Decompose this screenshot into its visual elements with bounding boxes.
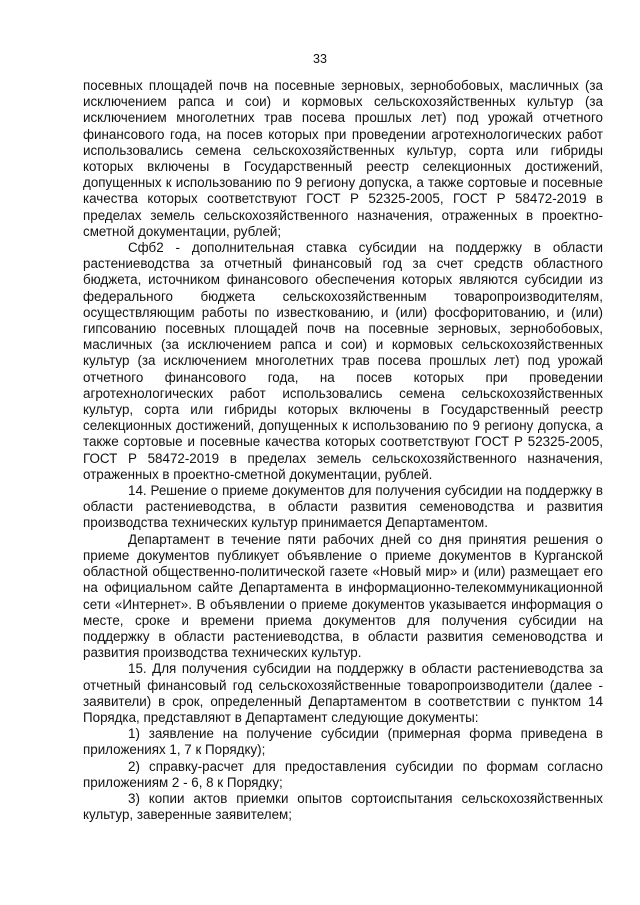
paragraph: Департамент в течение пяти рабочих дней со дня принятия решения о приеме документов публикует объявление о приеме документов в Курганской областной общественно-политической газете «Новый мир» и (или) размещает его на официальном сайте Департамента в информационно-телекоммуникационной сети «Интернет». В объявлении о приеме документов указывается информация о месте, сроке и времени приема документов для получения субсидии на поддержку в области растениеводства, в области развития семеноводства и развития производства технических культур.	[83, 531, 603, 661]
paragraph: посевных площадей почв на посевные зерновых, зернобобовых, масличных (за исключением рапса и сои) и кормовых сельскохозяйственных культур (за исключением многолетних трав посева прошлых лет) под урожай отчетного финансового года, на посев которых при проведении агротехнологических работ использовались семена сельскохозяйственных культур, сорта или гибриды которых включены в Государственный реестр селекционных достижений, допущенных к использованию по 9 региону допуска, а также сортовые и посевные качества которых соответствуют ГОСТ Р 52325-2005, ГОСТ Р 58472-2019 в пределах земель сельскохозяйственного назначения, отраженных в проектно-сметной документации, рублей;	[83, 78, 603, 239]
document-body	[83, 78, 603, 823]
list-item: 3) копии актов приемки опытов сортоиспытания сельскохозяйственных культур, заверенные заявителем;	[83, 790, 603, 823]
paragraph: Сфб2 - дополнительная ставка субсидии на поддержку в области растениеводства за отчетный финансовый год за счет средств областного бюджета, источником финансового обеспечения которых являются субсидии из федерального бюджета сельскохозяйственным товаропроизводителям, осуществляющим работы по известкованию, и (или) фосфоритованию, и (или) гипсованию посевных площадей почв на посевные зерновых, зернобобовых, масличных (за исключением рапса и сои) и кормовых сельскохозяйственных культур (за исключением многолетних трав посева прошлых лет) под урожай отчетного финансового года, на посев которых при проведении агротехнологических работ использовались семена сельскохозяйственных культур, сорта или гибриды которых включены в Государственный реестр селекционных достижений, допущенных к использованию по 9 региону допуска, а также сортовые и посевные качества которых соответствуют ГОСТ Р 52325-2005, ГОСТ Р 58472-2019 в пределах земель сельскохозяйственного назначения, отраженных в проектно-сметной документации, рублей.	[83, 240, 603, 482]
page-number: 33	[313, 52, 327, 66]
list-item: 1) заявление на получение субсидии (примерная форма приведена в приложениях 1, 7 к Порядку);	[83, 726, 603, 758]
paragraph: 14. Решение о приеме документов для получения субсидии на поддержку в области растениеводства, в области развития семеноводства и развития производства технических культур принимается Департаментом.	[83, 483, 603, 531]
paragraph: 15. Для получения субсидии на поддержку в области растениеводства за отчетный финансовый год сельскохозяйственные товаропроизводители (далее - заявители) в срок, определенный Департаментом в соответствии с пунктом 14 Порядка, представляют в Департамент следующие документы:	[83, 661, 603, 725]
list-item: 2) справку-расчет для предоставления субсидии по формам согласно приложениям 2 - 6, 8 к Порядку;	[83, 758, 603, 790]
